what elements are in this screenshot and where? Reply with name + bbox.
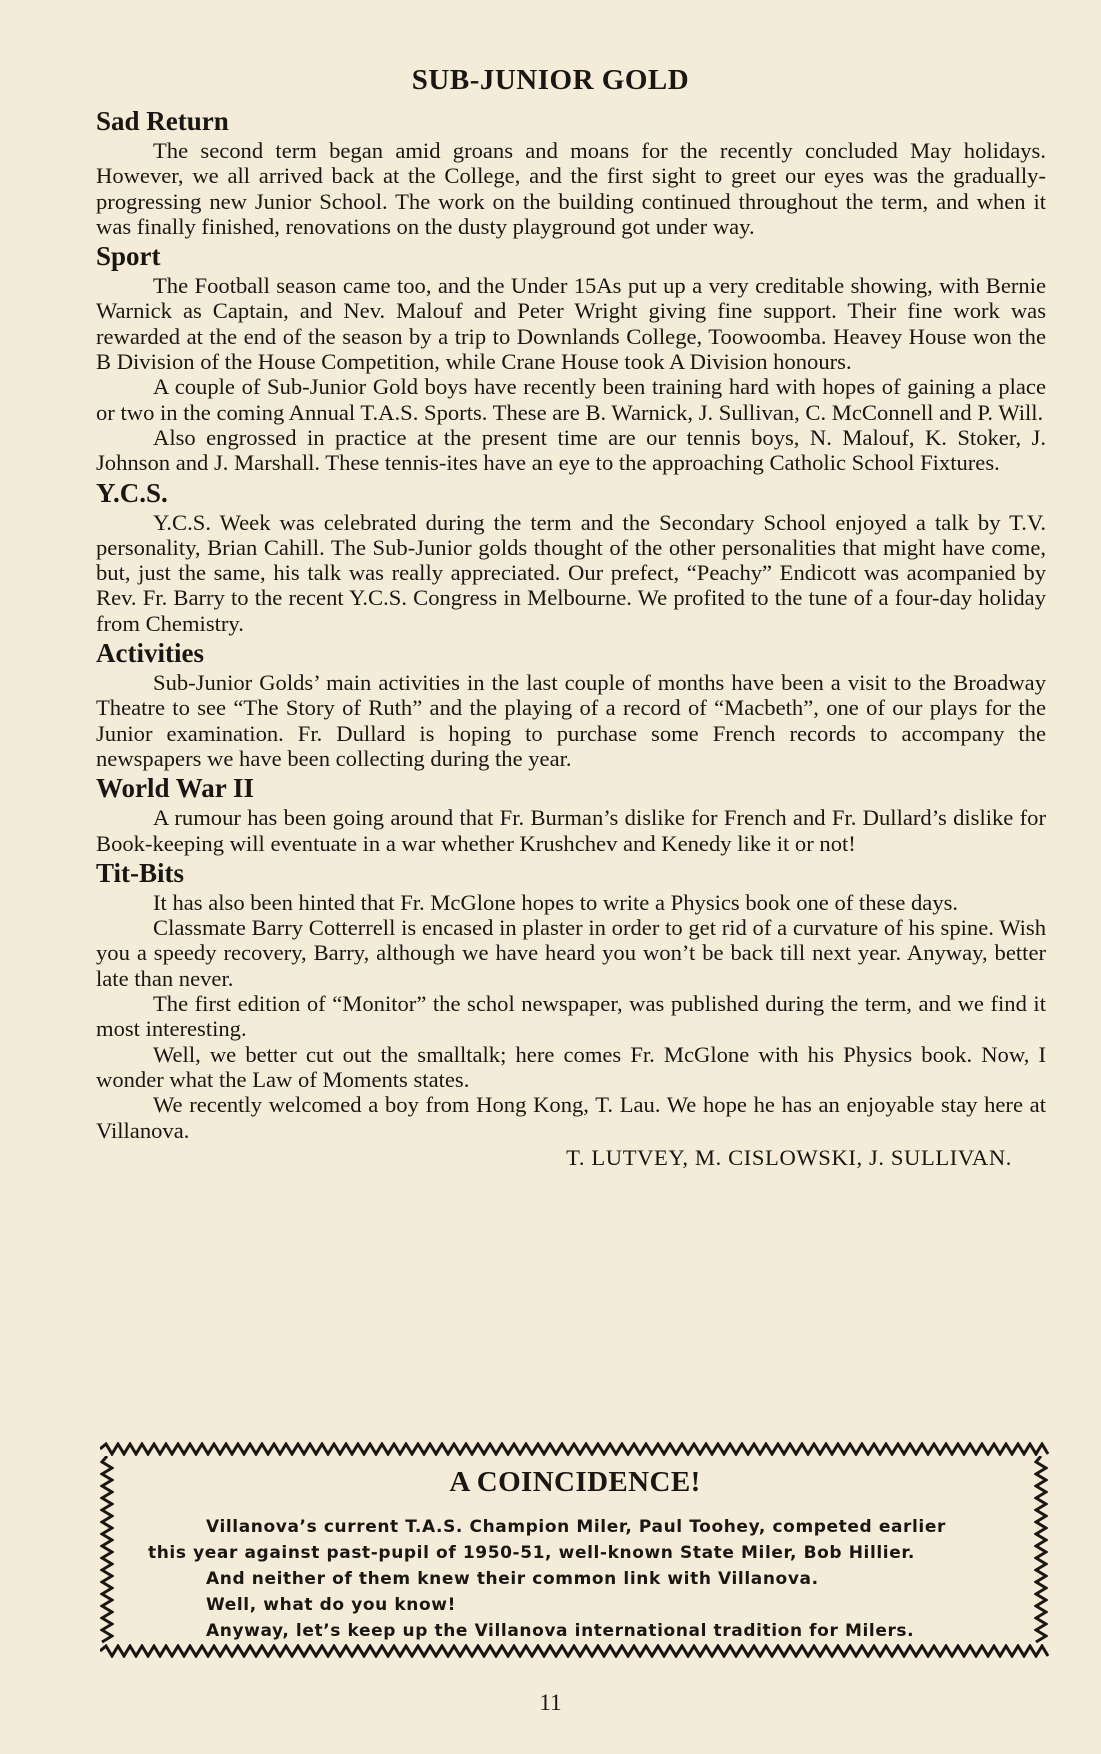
paragraph: Sub-Junior Golds’ main activities in the last couple of months have been a visit to the Broadway Theatre to see “The Story of Ruth” and the playing of a record of “Macbeth”, one of our plays for the Junior examination. Fr. Dullard is hoping to purchase some French records to accompany the newspapers we have been collecting during the year. xyxy=(96,670,1046,771)
box-title: A COINCIDENCE! xyxy=(449,1466,701,1498)
box-line: And neither of them knew their common link with Villanova. xyxy=(206,1569,819,1589)
paragraph: Classmate Barry Cotterrell is encased in plaster in order to get rid of a curvature of his spine. Wish you a speedy recovery, Barry, although we have heard you won’t be back till next year. Anyway, better late than never. xyxy=(96,915,1046,991)
section-heading-activities: Activities xyxy=(96,638,204,669)
zigzag-border-top xyxy=(100,1442,1050,1456)
signature: T. LUTVEY, M. CISLOWSKI, J. SULLIVAN. xyxy=(566,1144,1012,1170)
box-body xyxy=(148,1514,1008,1644)
paragraph: The second term began amid groans and moans for the recently concluded May holidays. However, we all arrived back at the College, and the first sight to greet our eyes was the gradually-progressing new Junior School. The work on the building continued throughout the term, and when it was finally finished, renovations on the dusty playground got under way. xyxy=(96,138,1046,239)
paragraph: The first edition of “Monitor” the schol newspaper, was published during the term, and we find it most interesting. xyxy=(96,991,1046,1042)
page-title: SUB-JUNIOR GOLD xyxy=(411,64,690,96)
paragraph: Well, we better cut out the smalltalk; here comes Fr. McGlone with his Physics book. Now, I wonder what the Law of Moments states. xyxy=(96,1041,1046,1092)
coincidence-box xyxy=(100,1442,1050,1660)
box-line: Anyway, let’s keep up the Villanova international tradition for Milers. xyxy=(206,1621,915,1641)
box-line: this year against past-pupil of 1950-51, well-known State Miler, Bob Hillier. xyxy=(148,1543,915,1563)
page-number: 11 xyxy=(539,1690,562,1715)
section-heading-sport: Sport xyxy=(96,241,161,272)
box-line: Well, what do you know! xyxy=(206,1595,456,1615)
paragraph: A couple of Sub-Junior Gold boys have recently been training hard with hopes of gaining a place or two in the coming Annual T.A.S. Sports. These are B. Warnick, J. Sullivan, C. McConnell and P. Will. xyxy=(96,374,1046,425)
section-heading-ycs: Y.C.S. xyxy=(96,477,168,508)
paragraph: We recently welcomed a boy from Hong Kong, T. Lau. We hope he has an enjoyable stay here at Villanova. xyxy=(96,1092,1046,1143)
section-heading-world-war-ii: World War II xyxy=(96,773,255,804)
paragraph: The Football season came too, and the Under 15As put up a very creditable showing, with Bernie Warnick as Captain, and Nev. Malouf and Peter Wright giving fine support. Their fine work was rewarded at the end of the season by a trip to Downlands College, Toowoomba. Heavey House won the B Division of the House Competition, while Crane House took A Division honours. xyxy=(96,273,1046,375)
section-heading-sad-return: Sad Return xyxy=(96,106,229,136)
paragraph: A rumour has been going around that Fr. Burman’s dislike for French and Fr. Dullard’s dislike for Book-keeping will eventuate in a war whether Krushchev and Kenedy like it or not! xyxy=(96,805,1046,856)
paragraph: Y.C.S. Week was celebrated during the term and the Secondary School enjoyed a talk by T.V. personality, Brian Cahill. The Sub-Junior golds thought of the other personalities that might have come, but, just the same, his talk was really appreciated. Our prefect, “Peachy” Endicott was acompanied by Rev. Fr. Barry to the recent Y.C.S. Congress in Melbourne. We profited to the tune of a four-day holiday from Chemistry. xyxy=(96,509,1046,636)
section-heading-tit-bits: Tit-Bits xyxy=(96,857,185,888)
paragraph: It has also been hinted that Fr. McGlone hopes to write a Physics book one of these days. xyxy=(153,889,959,915)
box-line: Villanova’s current T.A.S. Champion Miler, Paul Toohey, competed earlier xyxy=(206,1517,946,1537)
article-body xyxy=(96,104,1046,1170)
zigzag-border-bottom xyxy=(100,1644,1050,1658)
paragraph: Also engrossed in practice at the present time are our tennis boys, N. Malouf, K. Stoker, J. Johnson and J. Marshall. These tennis-ites have an eye to the approaching Catholic School Fixtures. xyxy=(96,424,1046,476)
